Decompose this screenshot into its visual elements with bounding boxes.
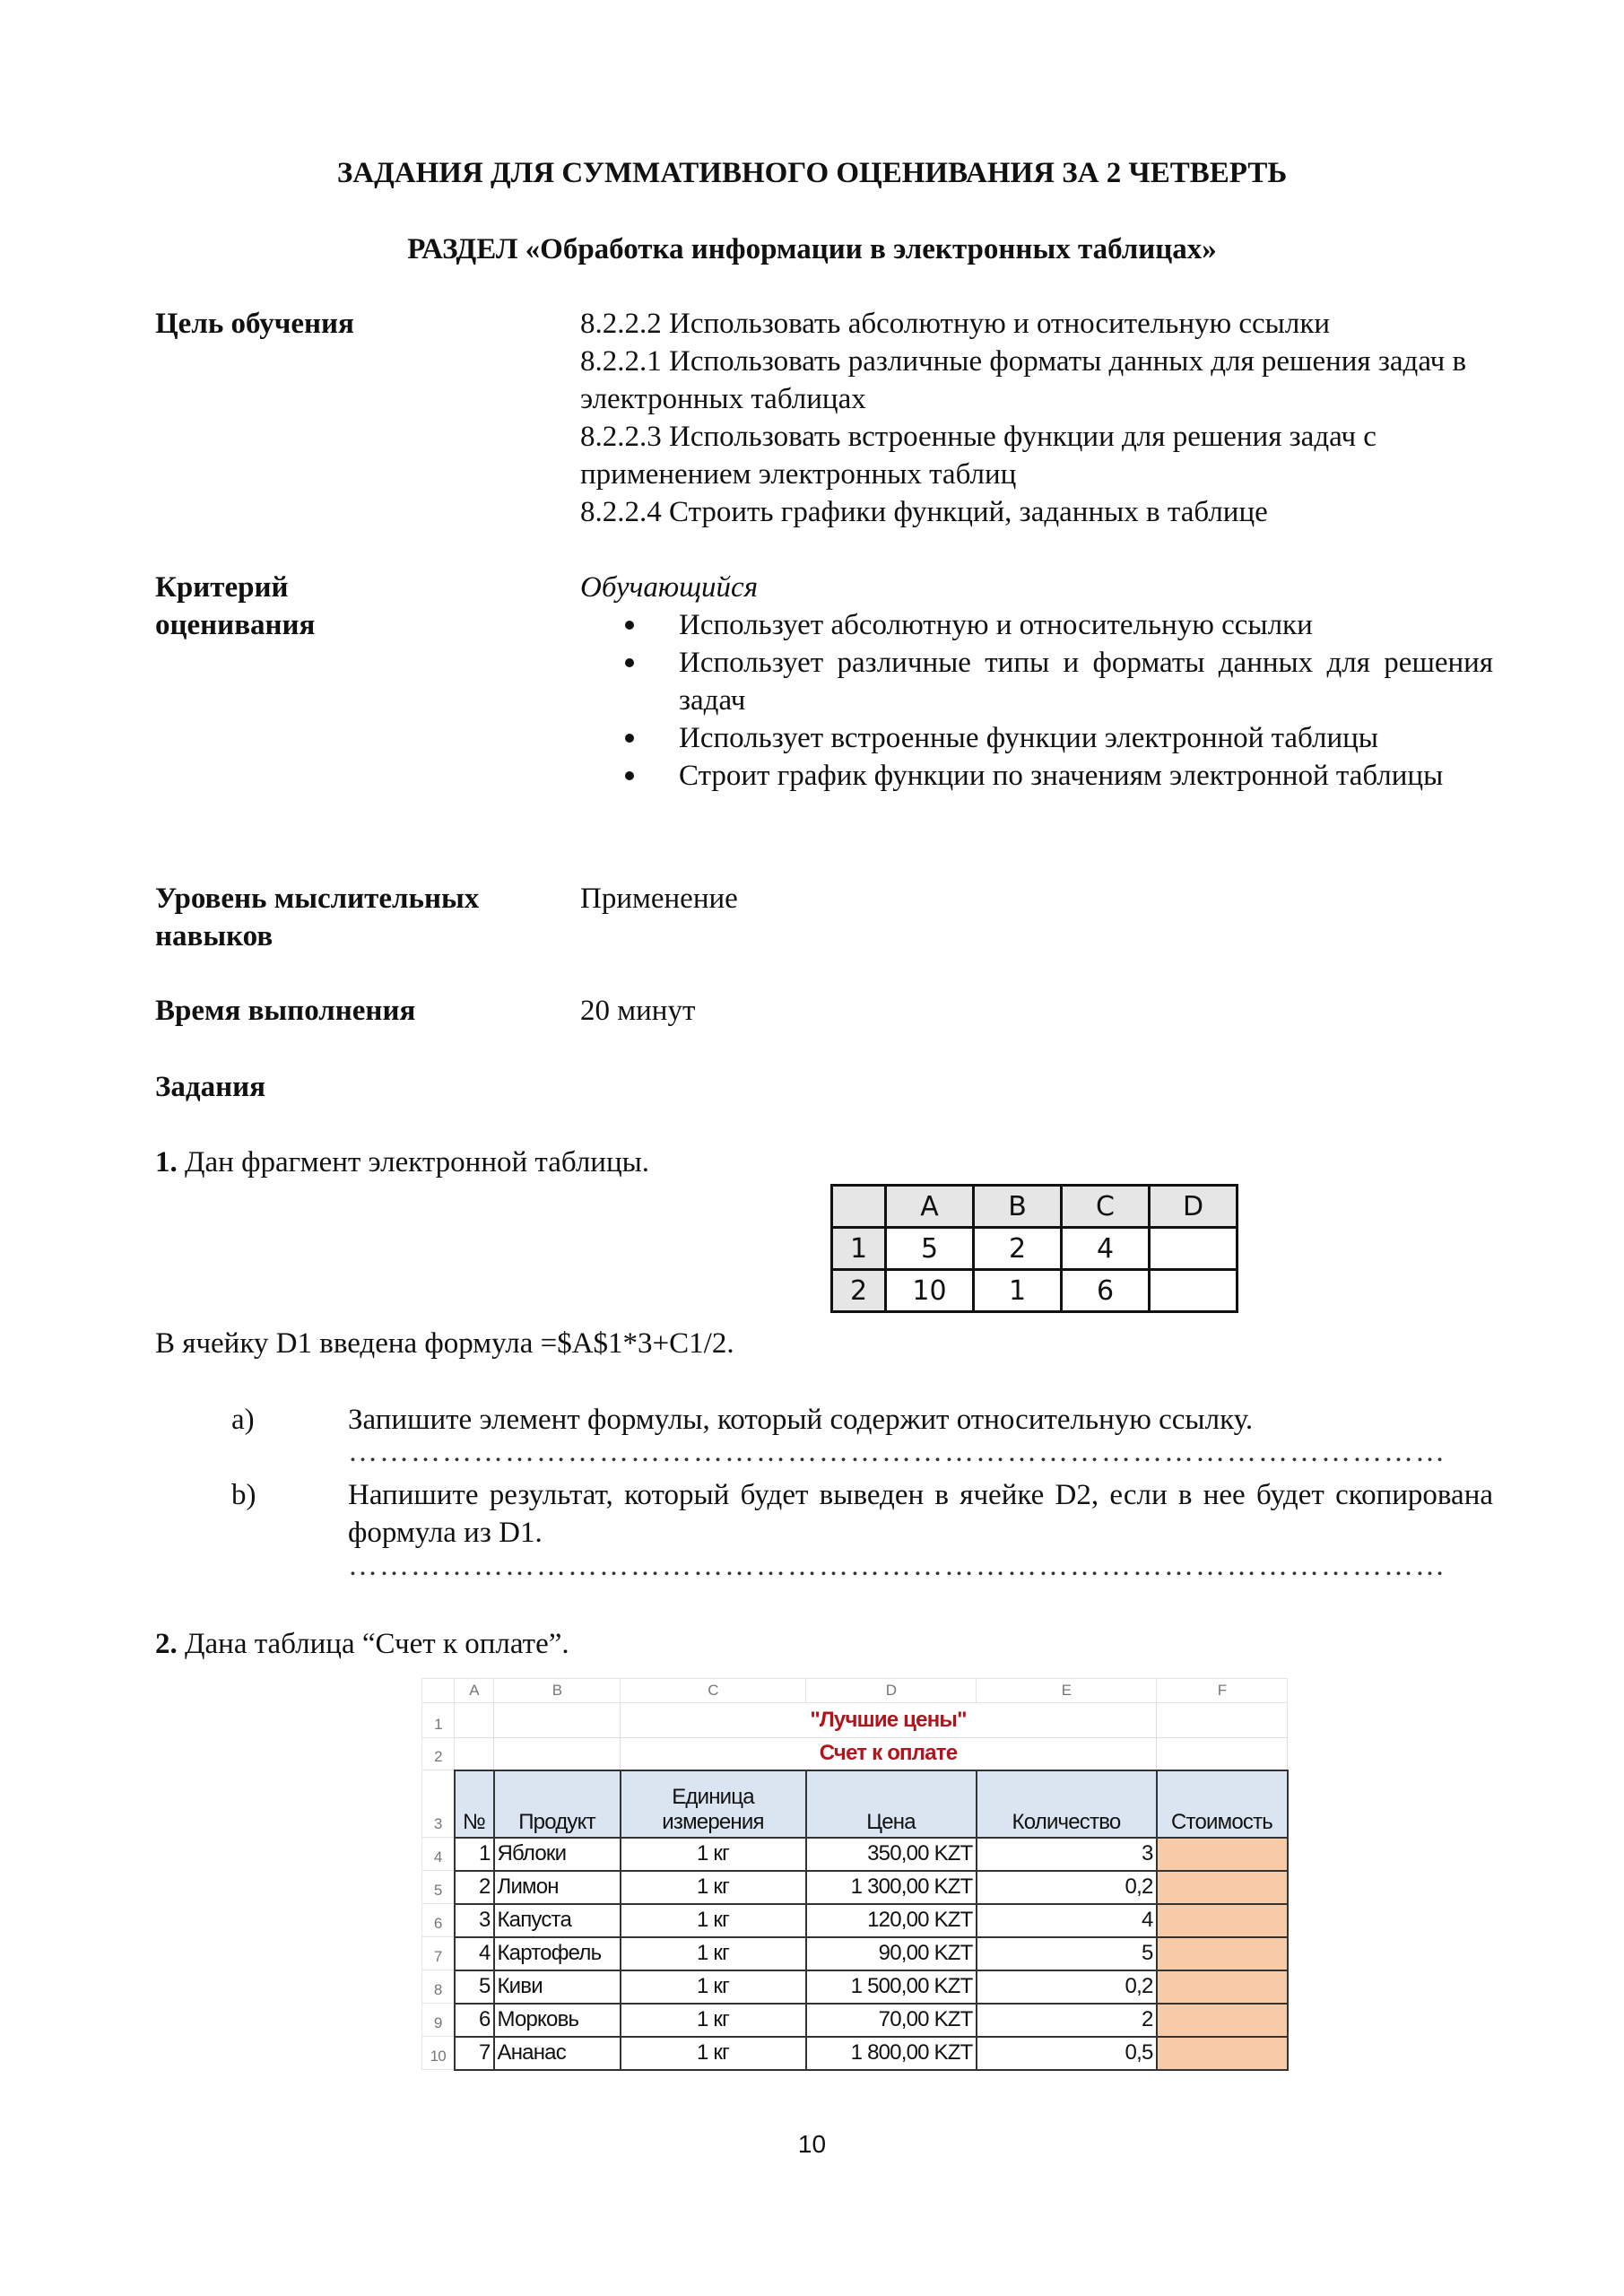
col-header: B xyxy=(494,1679,621,1703)
cell-price: 1 500,00 KZT xyxy=(806,1970,977,2004)
header-cost: Стоимость xyxy=(1157,1770,1288,1838)
cell: 4 xyxy=(1062,1228,1150,1270)
row-header: 1 xyxy=(832,1228,886,1270)
cell-unit: 1 кг xyxy=(621,1937,806,1970)
task1-heading xyxy=(155,1144,649,1181)
row-header: 8 xyxy=(422,1970,455,2004)
table-row xyxy=(422,1838,1288,1871)
row-header: 4 xyxy=(422,1838,455,1871)
level-value: Применение xyxy=(580,883,738,915)
row-header: 7 xyxy=(422,1937,455,1970)
header-qty: Количество xyxy=(977,1770,1157,1838)
criteria-item: Использует различные типы и форматы данных для решения задач xyxy=(580,644,1493,719)
goal-line: 8.2.2.3 Использовать встроенные функции для решения задач с применением электронных таблиц xyxy=(580,421,1376,491)
cell-no: 2 xyxy=(455,1871,494,1904)
header-product: Продукт xyxy=(494,1770,621,1838)
cell-product: Яблоки xyxy=(494,1838,621,1871)
goal-line: 8.2.2.1 Использовать различные форматы данных для решения задач в электронных таблицах xyxy=(580,345,1467,415)
col-header: A xyxy=(455,1679,494,1703)
cell-product: Морковь xyxy=(494,2004,621,2037)
row-header: 6 xyxy=(422,1904,455,1937)
table-row xyxy=(422,2004,1288,2037)
cell-product: Лимон xyxy=(494,1871,621,1904)
task1-spreadsheet xyxy=(830,1184,1238,1313)
cell-qty: 4 xyxy=(977,1904,1157,1937)
cell-no: 6 xyxy=(455,2004,494,2037)
subtask-a-label: a) xyxy=(231,1404,255,1436)
cell-no: 3 xyxy=(455,1904,494,1937)
cell xyxy=(1150,1228,1238,1270)
cell: 6 xyxy=(1062,1270,1150,1312)
col-header: D xyxy=(1150,1186,1238,1228)
criteria-intro: Обучающийся xyxy=(580,571,759,604)
cell-cost[interactable] xyxy=(1157,1937,1288,1970)
sheet-title: "Лучшие цены" xyxy=(621,1703,1157,1738)
subtask-b-label: b) xyxy=(231,1479,256,1511)
cell-no: 5 xyxy=(455,1970,494,2004)
cell-price: 120,00 KZT xyxy=(806,1904,977,1937)
answer-line-b[interactable]: …………………………………………………………………………………………… xyxy=(348,1550,1446,1582)
cell-qty: 0,2 xyxy=(977,1871,1157,1904)
cell: 5 xyxy=(886,1228,974,1270)
row-header: 1 xyxy=(422,1703,455,1738)
header-price: Цена xyxy=(806,1770,977,1838)
cell-cost[interactable] xyxy=(1157,2037,1288,2070)
col-header: C xyxy=(621,1679,806,1703)
cell-unit: 1 кг xyxy=(621,1871,806,1904)
cell: 10 xyxy=(886,1270,974,1312)
cell-product: Киви xyxy=(494,1970,621,2004)
row-header: 3 xyxy=(422,1770,455,1838)
answer-line-a[interactable]: …………………………………………………………………………………………… xyxy=(348,1436,1446,1468)
goal-line: 8.2.2.2 Использовать абсолютную и относительную ссылки xyxy=(580,308,1331,340)
table-row xyxy=(422,1871,1288,1904)
criteria-label: Критерий оценивания xyxy=(155,571,316,641)
cell-qty: 3 xyxy=(977,1838,1157,1871)
subtask-b-text: Напишите результат, который будет выведен в ячейке D2, если в нее будет скопирована формула из D1. xyxy=(348,1479,1493,1549)
col-header: E xyxy=(977,1679,1157,1703)
cell-no: 1 xyxy=(455,1838,494,1871)
row-header: 5 xyxy=(422,1871,455,1904)
page-number: 10 xyxy=(797,2130,827,2158)
cell-no: 4 xyxy=(455,1937,494,1970)
col-header: A xyxy=(886,1186,974,1228)
table-row xyxy=(422,1970,1288,2004)
formula-text: В ячейку D1 введена формула =$A$1*3+C1/2. xyxy=(155,1327,734,1360)
corner-cell xyxy=(832,1186,886,1228)
cell-unit: 1 кг xyxy=(621,2037,806,2070)
time-value: 20 минут xyxy=(580,995,696,1027)
subtask-a-text: Запишите элемент формулы, который содержит относительную ссылку. xyxy=(348,1404,1254,1436)
cell-price: 1 800,00 KZT xyxy=(806,2037,977,2070)
table-row xyxy=(422,1937,1288,1970)
header-no: № xyxy=(455,1770,494,1838)
cell-qty: 2 xyxy=(977,2004,1157,2037)
cell-unit: 1 кг xyxy=(621,1904,806,1937)
cell-product: Ананас xyxy=(494,2037,621,2070)
cell-price: 1 300,00 KZT xyxy=(806,1871,977,1904)
cell-cost[interactable] xyxy=(1157,1904,1288,1937)
task2-number: 2. xyxy=(155,1628,178,1660)
row-header: 10 xyxy=(422,2037,455,2070)
col-header: C xyxy=(1062,1186,1150,1228)
table-row xyxy=(422,2037,1288,2070)
criteria-block xyxy=(580,569,1493,795)
row-header: 9 xyxy=(422,2004,455,2037)
criteria-item: Строит график функции по значениям электронной таблицы xyxy=(580,757,1493,795)
cell-cost[interactable] xyxy=(1157,1838,1288,1871)
cell-price: 70,00 KZT xyxy=(806,2004,977,2037)
sheet-subtitle: Счет к оплате xyxy=(621,1738,1157,1770)
section-title: РАЗДЕЛ «Обработка информации в электронных таблицах» xyxy=(407,233,1217,265)
criteria-list xyxy=(580,606,1493,795)
cell-no: 7 xyxy=(455,2037,494,2070)
page-title: ЗАДАНИЯ ДЛЯ СУММАТИВНОГО ОЦЕНИВАНИЯ ЗА 2 ЧЕТВЕРТЬ xyxy=(336,157,1288,189)
cell-cost[interactable] xyxy=(1157,2004,1288,2037)
col-header: D xyxy=(806,1679,977,1703)
cell-qty: 0,2 xyxy=(977,1970,1157,2004)
cell-qty: 5 xyxy=(977,1937,1157,1970)
level-label: Уровень мыслительных навыков xyxy=(155,883,480,952)
cell-unit: 1 кг xyxy=(621,1970,806,2004)
criteria-item: Использует встроенные функции электронной таблицы xyxy=(580,719,1493,757)
header-unit-line2: измерения xyxy=(662,1809,764,1834)
task2-text: Дана таблица “Счет к оплате”. xyxy=(185,1628,569,1660)
header-unit-line1: Единица xyxy=(672,1784,754,1809)
cell-product: Капуста xyxy=(494,1904,621,1937)
col-header: F xyxy=(1157,1679,1288,1703)
cell-cost[interactable] xyxy=(1157,1970,1288,2004)
cell-price: 350,00 KZT xyxy=(806,1838,977,1871)
cell-product: Картофель xyxy=(494,1937,621,1970)
cell-unit: 1 кг xyxy=(621,1838,806,1871)
cell-qty: 0,5 xyxy=(977,2037,1157,2070)
cell-price: 90,00 KZT xyxy=(806,1937,977,1970)
cell xyxy=(1150,1270,1238,1312)
time-label: Время выполнения xyxy=(155,995,416,1027)
task2-heading xyxy=(155,1625,569,1663)
cell-cost[interactable] xyxy=(1157,1871,1288,1904)
col-header: B xyxy=(974,1186,1062,1228)
cell: 2 xyxy=(974,1228,1062,1270)
corner-cell xyxy=(422,1679,455,1703)
row-header: 2 xyxy=(832,1270,886,1312)
cell-unit: 1 кг xyxy=(621,2004,806,2037)
goal-line: 8.2.2.4 Строить графики функций, заданных в таблице xyxy=(580,496,1268,528)
invoice-spreadsheet xyxy=(421,1678,1289,2071)
table-row xyxy=(422,1904,1288,1937)
goal-list xyxy=(580,305,1493,531)
header-unit xyxy=(621,1770,806,1838)
tasks-heading: Задания xyxy=(155,1071,265,1103)
task1-number: 1. xyxy=(155,1146,178,1178)
goal-label: Цель обучения xyxy=(155,308,354,340)
task1-text: Дан фрагмент электронной таблицы. xyxy=(185,1146,650,1178)
row-header: 2 xyxy=(422,1738,455,1770)
criteria-item: Использует абсолютную и относительную ссылки xyxy=(580,606,1493,644)
cell: 1 xyxy=(974,1270,1062,1312)
